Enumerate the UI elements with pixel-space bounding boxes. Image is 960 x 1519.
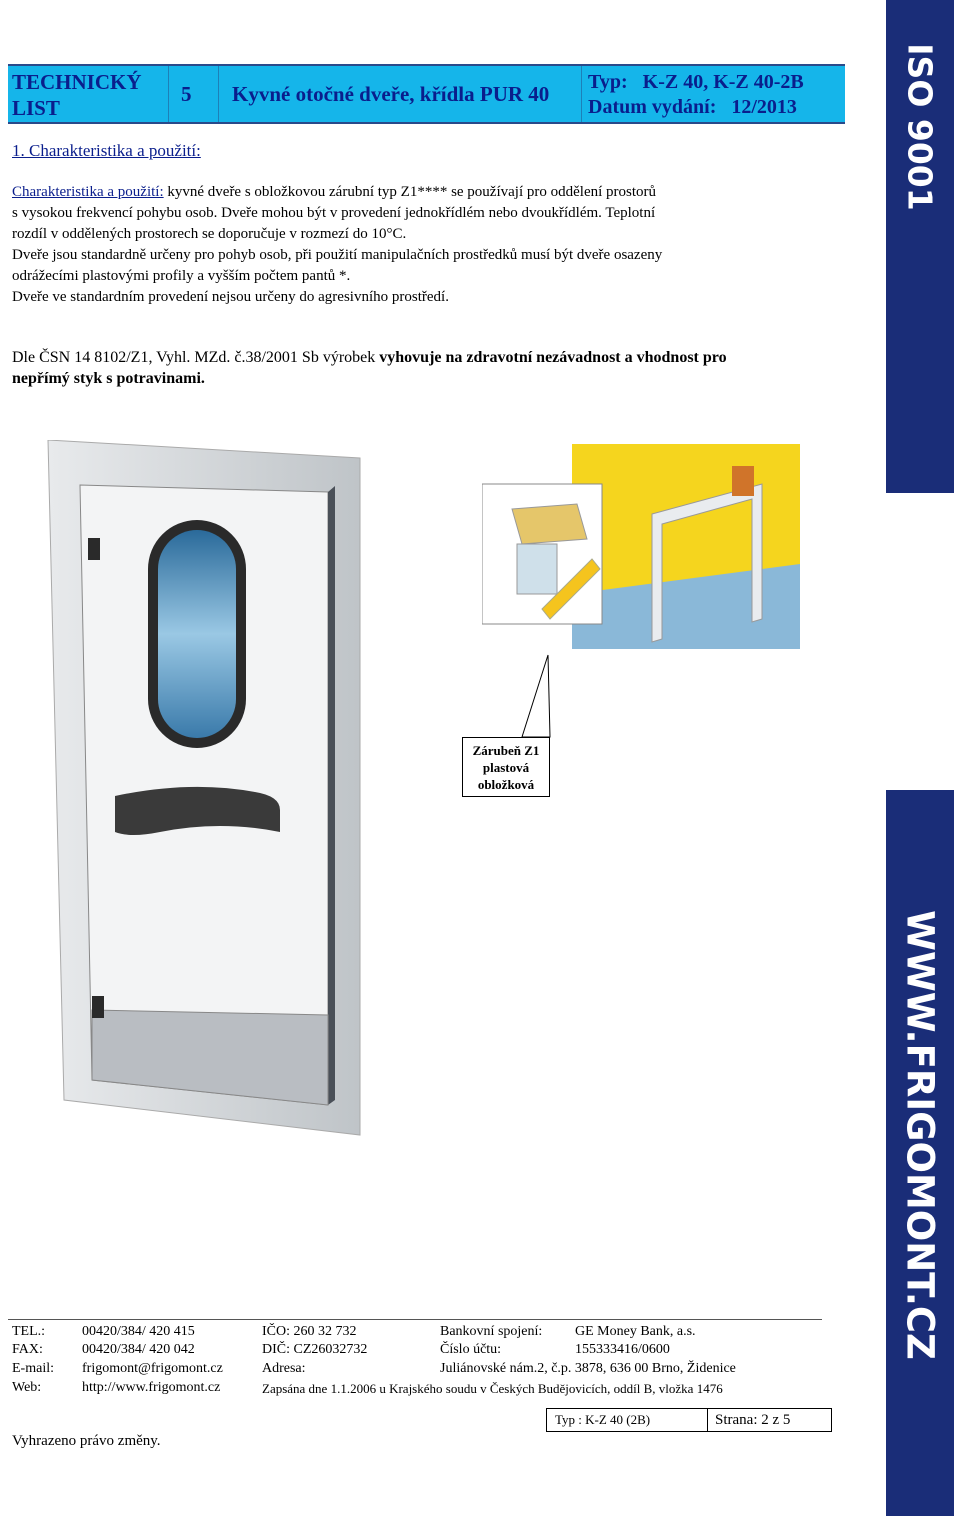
body-line-3: rozdíl v oddělených prostorech se doporučuje v rozmezí do 10°C. bbox=[12, 226, 407, 242]
address-value: Juliánovské nám.2, č.p. 3878, 636 00 Brno, Židenice bbox=[440, 1361, 736, 1376]
reserved-note: Vyhrazeno právo změny. bbox=[12, 1433, 161, 1449]
type-box-label: Typ : K-Z 40 (2B) bbox=[555, 1412, 651, 1427]
csn-prefix: Dle ČSN 14 8102/Z1, Vyhl. MZd. č.38/2001 Sb výrobek bbox=[12, 349, 380, 366]
iso-text: ISO 9001 bbox=[900, 42, 940, 211]
web-label: Web: bbox=[12, 1380, 42, 1395]
tel-label: TEL.: bbox=[12, 1324, 46, 1339]
doc-title bbox=[12, 66, 162, 125]
csn-bold-1: vyhovuje na zdravotní nezávadnost a vhodnost pro bbox=[379, 349, 727, 366]
inset-profile bbox=[517, 544, 557, 594]
doc-title-line1: TECHNICKÝ bbox=[12, 70, 142, 94]
door-illustration bbox=[40, 440, 380, 1140]
char-line bbox=[12, 182, 832, 203]
fax-label: FAX: bbox=[12, 1342, 43, 1357]
type-date-block bbox=[588, 66, 843, 126]
section-number: 5 bbox=[181, 82, 192, 106]
char-label: Charakteristika a použití: bbox=[12, 184, 164, 200]
www-banner bbox=[886, 790, 954, 1516]
bank-value: GE Money Bank, a.s. bbox=[575, 1324, 696, 1339]
section-heading bbox=[12, 141, 201, 161]
page-number: Strana: 2 z 5 bbox=[715, 1412, 791, 1428]
header-divider bbox=[581, 66, 582, 122]
account-label: Číslo účtu: bbox=[440, 1342, 502, 1357]
header-divider bbox=[218, 66, 219, 122]
ico: IČO: 260 32 732 bbox=[262, 1324, 357, 1339]
callout-line1: Zárubeň Z1 bbox=[472, 743, 540, 758]
www-text: WWW.FRIGOMONT.CZ bbox=[898, 910, 942, 1360]
web-link[interactable]: http://www.frigomont.cz bbox=[82, 1380, 221, 1395]
dic: DIČ: CZ26032732 bbox=[262, 1342, 368, 1357]
tel-value: 00420/384/ 420 415 bbox=[82, 1324, 195, 1339]
email-label: E-mail: bbox=[12, 1361, 54, 1376]
footer-divider bbox=[8, 1319, 822, 1320]
char-text: kyvné dveře s obložkovou zárubní typ Z1**** se používají pro oddělení prostorů bbox=[163, 184, 657, 200]
body-text bbox=[12, 182, 832, 308]
csn-bold-2: nepřímý styk s potravinami. bbox=[12, 370, 205, 387]
hinge bbox=[92, 996, 104, 1018]
callout-pointer bbox=[500, 650, 560, 740]
iso-banner bbox=[886, 0, 954, 493]
body-line-4: Dveře jsou standardně určeny pro pohyb osob, při použití manipulačních prostředků musí být dveře osazeny bbox=[12, 247, 663, 263]
frame-callout bbox=[462, 737, 550, 797]
header-divider bbox=[168, 66, 169, 122]
body-line-2: s vysokou frekvencí pohybu osob. Dveře mohou být v provedení jednokřídlém nebo dvoukřídlém. Teplotní bbox=[12, 205, 656, 221]
bank-label: Bankovní spojení: bbox=[440, 1324, 543, 1339]
frame-seal bbox=[732, 466, 754, 496]
frame-detail-illustration bbox=[482, 444, 800, 664]
csn-statement bbox=[12, 347, 832, 389]
section-heading-text: 1. Charakteristika a použití: bbox=[12, 141, 201, 160]
date-line: Datum vydání: 12/2013 bbox=[588, 96, 797, 118]
callout-line2: plastová bbox=[482, 760, 530, 775]
email-link[interactable]: frigomont@frigomont.cz bbox=[82, 1361, 223, 1376]
body-line-6: Dveře ve standardním provedení nejsou určeny do agresivního prostředí. bbox=[12, 289, 449, 305]
type-box-divider bbox=[707, 1409, 708, 1431]
door-edge bbox=[328, 486, 335, 1105]
adresa-label: Adresa: bbox=[262, 1361, 306, 1376]
registration-note: Zapsána dne 1.1.2006 u Krajského soudu v Českých Budějovicích, oddíl B, vložka 1476 bbox=[262, 1381, 723, 1396]
callout-line3: obložková bbox=[477, 777, 535, 792]
document-header bbox=[8, 64, 845, 124]
type-line: Typ: K-Z 40, K-Z 40-2B bbox=[588, 71, 804, 93]
window-glass bbox=[158, 530, 236, 738]
doc-title-line2: LIST bbox=[12, 96, 60, 120]
account-value: 155333416/0600 bbox=[575, 1342, 670, 1357]
body-line-5: odrážecími plastovými profily a vyšším počtem pantů *. bbox=[12, 268, 351, 284]
type-page-box bbox=[546, 1408, 832, 1432]
product-name: Kyvné otočné dveře, křídla PUR 40 bbox=[232, 82, 550, 106]
hinge bbox=[88, 538, 100, 560]
fax-value: 00420/384/ 420 042 bbox=[82, 1342, 195, 1357]
inset-seal bbox=[512, 504, 587, 544]
